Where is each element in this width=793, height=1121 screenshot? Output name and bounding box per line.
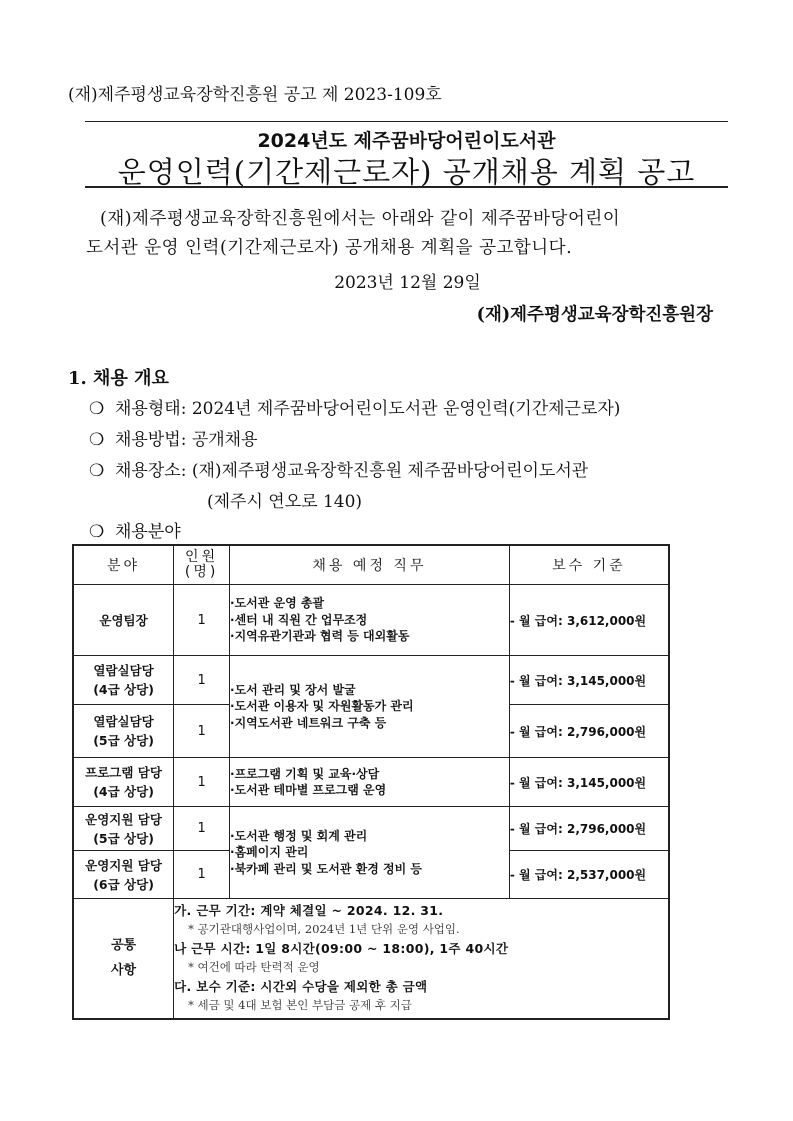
common-terms	[174, 899, 669, 1019]
duties-cell: ·도서 관리 및 장서 발굴 ·도서관 이용자 및 자원활동가 관리 ·지역도서관 네트워크 구축 등	[230, 656, 510, 758]
pay-cell: - 월 급여: 3,612,000원	[509, 585, 669, 656]
pay-cell: - 월 급여: 2,796,000원	[509, 807, 669, 851]
header-pay: 보수 기준	[509, 545, 669, 585]
term-hours: 나 근무 시간: 1일 8시간(09:00 ~ 18:00), 1주 40시간	[174, 941, 509, 957]
term-pay-note: * 세금 및 4대 보험 본인 부담금 공제 후 지급	[188, 998, 412, 1013]
section-heading: 1. 채용 개요	[68, 368, 169, 389]
count-cell: 1	[174, 807, 230, 851]
intro-line-2: 도서관 운영 인력(기간제근로자) 공개채용 계획을 공고합니다.	[86, 238, 573, 258]
table-row	[73, 656, 669, 705]
list-item: ❍ 채용방법: 공개채용	[89, 430, 258, 450]
list-item: ❍ 채용분야	[89, 522, 181, 542]
field-cell: 운영팀장	[73, 585, 174, 656]
field-cell: 운영지원 담당 (5급 상당)	[73, 807, 174, 851]
announcement-date: 2023년 12월 29일	[334, 273, 481, 293]
common-label: 공통 사항	[73, 899, 174, 1019]
table-row	[73, 758, 669, 807]
count-cell: 1	[174, 585, 230, 656]
signature: (재)제주평생교육장학진흥원장	[476, 305, 713, 325]
title-line-2: 운영인력(기간제근로자) 공개채용 계획 공고	[117, 155, 696, 189]
circle-bullet-icon: ❍	[89, 399, 105, 419]
title-underline	[85, 186, 728, 188]
term-pay: 다. 보수 기준: 시간외 수당을 제외한 총 금액	[174, 979, 428, 995]
header-field: 분야	[73, 545, 174, 585]
term-period-note: * 공기관대행사업이며, 2024년 1년 단위 운영 사업임.	[188, 922, 460, 937]
notice-number: (재)제주평생교육장학진흥원 공고 제 2023-109호	[68, 85, 442, 105]
duties-cell: ·도서관 운영 총괄 ·센터 내 직원 간 업무조정 ·지역유관기관과 협력 등 대외활동	[230, 585, 510, 656]
pay-cell: - 월 급여: 2,796,000원	[509, 705, 669, 758]
table-row	[73, 807, 669, 851]
count-cell: 1	[174, 851, 230, 899]
count-cell: 1	[174, 705, 230, 758]
circle-bullet-icon: ❍	[89, 430, 105, 450]
circle-bullet-icon: ❍	[89, 461, 105, 481]
field-cell: 열람실담당 (5급 상당)	[73, 705, 174, 758]
header-duties: 채용 예정 직무	[230, 545, 510, 585]
field-cell: 열람실담당 (4급 상당)	[73, 656, 174, 705]
recruitment-table	[72, 544, 670, 1020]
pay-cell: - 월 급여: 3,145,000원	[509, 656, 669, 705]
field-cell: 프로그램 담당 (4급 상당)	[73, 758, 174, 807]
address: (제주시 연오로 140)	[207, 492, 363, 512]
list-item: ❍ 채용형태: 2024년 제주꿈바당어린이도서관 운영인력(기간제근로자)	[89, 399, 621, 419]
intro-line-1: (재)제주평생교육장학진흥원에서는 아래와 같이 제주꿈바당어린이	[100, 209, 621, 229]
pay-cell: - 월 급여: 3,145,000원	[509, 758, 669, 807]
duties-cell: ·프로그램 기획 및 교육·상담 ·도서관 테마별 프로그램 운영	[230, 758, 510, 807]
title-line-1: 2024년도 제주꿈바당어린이도서관	[257, 130, 556, 152]
header-count: 인원 (명)	[174, 545, 230, 585]
count-cell: 1	[174, 758, 230, 807]
table-header-row	[73, 545, 669, 585]
common-row	[73, 899, 669, 1019]
list-item: ❍ 채용장소: (재)제주평생교육장학진흥원 제주꿈바당어린이도서관	[89, 461, 589, 481]
field-cell: 운영지원 담당 (6급 상당)	[73, 851, 174, 899]
duties-cell: ·도서관 행정 및 회계 관리 ·홈페이지 관리 ·북카페 관리 및 도서관 환경 정비 등	[230, 807, 510, 899]
table-row	[73, 585, 669, 656]
circle-bullet-icon: ❍	[89, 522, 105, 542]
term-period: 가. 근무 기간: 계약 체결일 ~ 2024. 12. 31.	[174, 903, 444, 919]
pay-cell: - 월 급여: 2,537,000원	[509, 851, 669, 899]
count-cell: 1	[174, 656, 230, 705]
top-divider	[85, 121, 728, 122]
term-hours-note: * 여건에 따라 탄력적 운영	[188, 960, 320, 975]
